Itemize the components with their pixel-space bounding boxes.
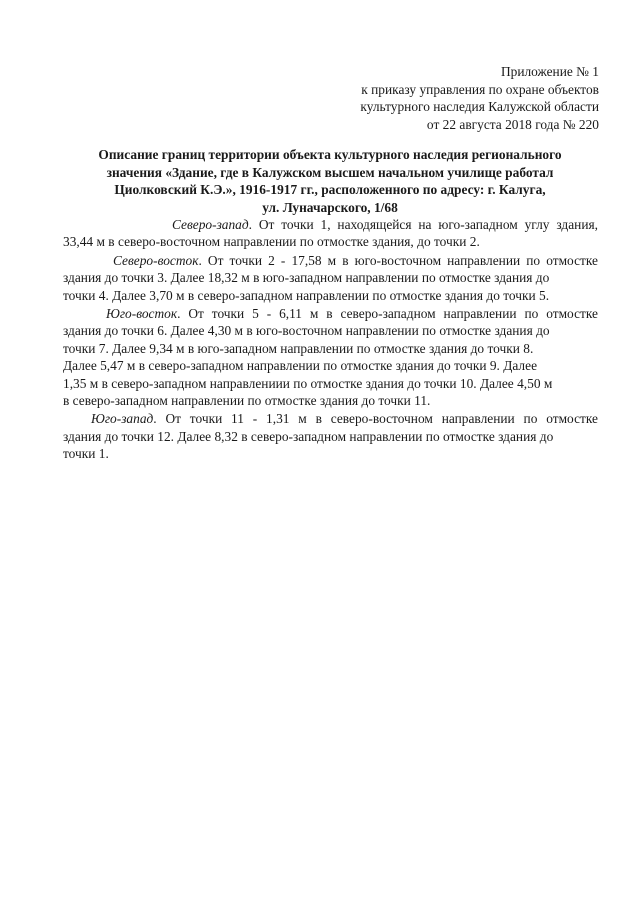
title-line-4: ул. Луначарского, 1/68	[262, 199, 398, 215]
document-title	[60, 146, 600, 216]
paragraph-line	[77, 252, 598, 269]
paragraph-south-east	[63, 305, 598, 409]
paragraph-line: здания до точки 12. Далее 8,32 в северо-западном направлении по отмостке здания до	[63, 428, 554, 444]
paragraph-line: здания до точки 6. Далее 4,30 м в юго-восточном направлении по отмостке здания до	[63, 323, 550, 339]
appendix-date: от 22 августа 2018 года № 220	[426, 116, 599, 132]
paragraph-south-west	[63, 410, 598, 462]
paragraph-north-west	[63, 216, 598, 251]
paragraph-line: точки 1.	[63, 446, 109, 462]
paragraph-line: 33,44 м в северо-восточном направлении по отмостке здания, до точки 2.	[63, 234, 480, 250]
direction-label: Северо-восток	[113, 252, 199, 268]
title-line-3: Циолковский К.Э.», 1916-1917 гг., расположенного по адресу: г. Калуга,	[114, 182, 546, 198]
paragraph-line: 1,35 м в северо-западном направлениии по отмостке здания до точки 10. Далее 4,50 м	[63, 375, 553, 391]
paragraph-text: . От точки 11 - 1,31 м в северо-восточном направлении по отмостке	[153, 411, 598, 427]
paragraph-line: в северо-западном направлении по отмостке здания до точки 11.	[63, 393, 431, 409]
paragraph-text: . От точки 5 - 6,11 м в северо-западном направлении по отмостке	[177, 306, 598, 322]
appendix-block	[199, 63, 599, 133]
paragraph-line: здания до точки 3. Далее 18,32 м в юго-западном направлении по отмостке здания до	[63, 270, 550, 286]
direction-label: Юго-запад	[91, 411, 154, 427]
paragraph-line	[77, 305, 598, 322]
paragraph-line: точки 7. Далее 9,34 м в юго-западном направлении по отмостке здания до точки 8.	[63, 340, 534, 356]
paragraph-line: Далее 5,47 м в северо-западном направлении по отмостке здания до точки 9. Далее	[63, 358, 538, 374]
paragraph-line	[77, 216, 598, 233]
appendix-order-ref: к приказу управления по охране объектов	[361, 81, 599, 97]
title-line-2: значения «Здание, где в Калужском высшем начальном училище работал	[106, 164, 554, 180]
direction-label: Северо-запад	[172, 217, 249, 232]
title-line-1: Описание границ территории объекта культурного наследия регионального	[98, 147, 562, 162]
paragraph-line	[77, 410, 598, 427]
appendix-authority: культурного наследия Калужской области	[360, 99, 599, 114]
document-body	[63, 216, 598, 464]
appendix-number: Приложение № 1	[500, 64, 599, 79]
paragraph-text: . От точки 2 - 17,58 м в юго-восточном направлении по отмостке	[198, 252, 598, 268]
paragraph-line: точки 4. Далее 3,70 м в северо-западном направлении по отмостке здания до точки 5.	[63, 287, 550, 303]
direction-label: Юго-восток	[106, 306, 178, 322]
paragraph-north-east	[63, 252, 598, 304]
paragraph-text: . От точки 1, находящейся на юго-западном углу здания,	[248, 217, 598, 232]
